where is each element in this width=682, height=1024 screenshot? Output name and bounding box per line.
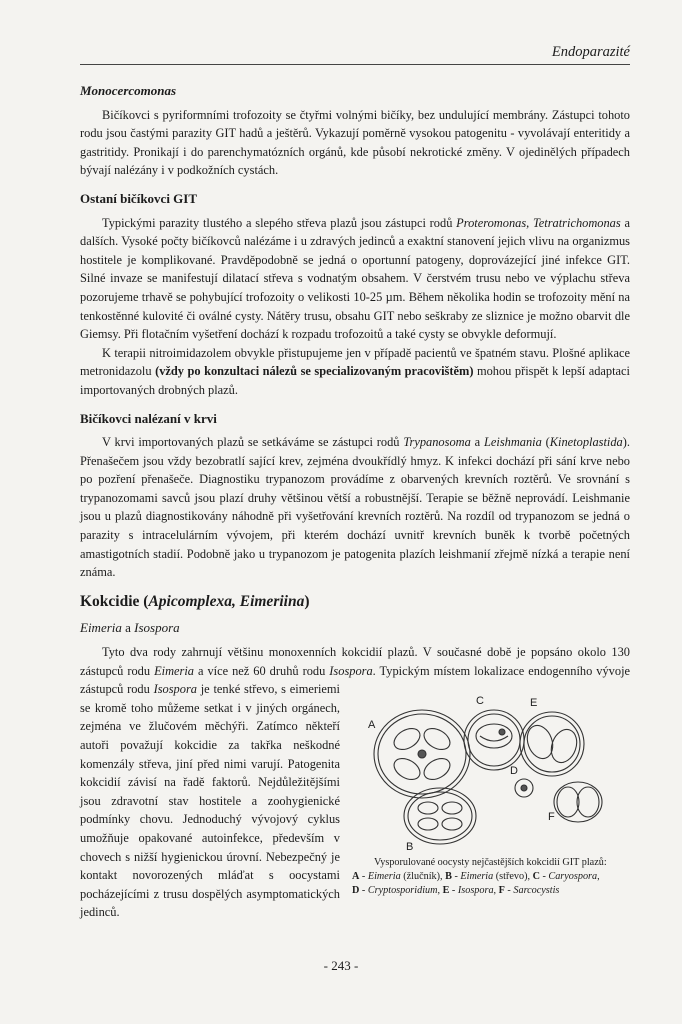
label-f: F xyxy=(548,811,555,824)
label-b: B xyxy=(406,841,414,854)
heading-other-flagellates: Ostaní bičíkovci GIT xyxy=(80,190,198,206)
oocyst-b xyxy=(404,788,476,844)
oocyst-illustration xyxy=(352,684,630,854)
page-number: - 243 - xyxy=(323,958,359,973)
eimeria-text-with-figure: Tyto dva rody zahrnují většinu monoxenních kokcidií plazů. V současné době je popsáno okolo 130 zástupců rodu Eimeria a více než 60 druhů rodu Isospora. Typickým místem lokalizace endogenního vývoje zástupců rodu Isospora A B C D E F Vysporulované oocysty nejčastějších kokcidií GIT plazů: A - Eimeria (žlučník), B - Eimeria (střevo), C - Caryospora, D - Cryptosporidium, E - Isospora, F - Sarcocystis je tenké střevo, s eimeriemi se kromě toho můžeme setkat i v jiných orgánech, zejména ve žlučovém měchýři. Zatímco někteří autoři považují kokcidie za takřka neškodné komenzály střeva, jiní před nimi varují. Patogenita kokcidií závisí na řadě faktorů. Nejdůležitějšími jsou zdravotní stav hostitele a zoohygienické podmínky chovu. Jednoduchý vývojový cyklus umožňuje opakované autoinfekce, především v chovech s nižší hygienickou úrovní. Nebezpečný je kontakt novorozených mláďat s oocystami pocházejícími z trusu dospělých asymptomatických jedinců. xyxy=(80,645,631,920)
oocyst-c xyxy=(464,710,524,770)
oocyst-f xyxy=(554,782,602,822)
paragraph: Bičíkovci s pyriformními trofozoity se čtyřmi volnými bičíky, bez undulující membrány. Zástupci tohoto rodu jsou častými parazity GIT hadů a ještěrů. Vykazují poměrně vysokou patogenitu - vyvolávají enteritidy a gastritidy. Pronikají i do parenchymatózních orgánů, kde působí nekrotické změny. V ojedinělých případech bývají nalézány i v podkožních cystách. xyxy=(80,107,630,178)
oocyst-a xyxy=(374,710,470,798)
label-a: A xyxy=(368,719,376,732)
oocyst-d xyxy=(515,779,533,797)
running-header xyxy=(80,44,630,65)
paragraph: K terapii nitroimidazolem obvykle přistupujeme jen v případě pacientů ve špatném stavu. Plošné aplikace metronidazolu (vždy po konzultaci nálezů se specializovaným pracovištěm) mohou přispět k lepší adaptaci importovaných drobných plazů. xyxy=(80,345,630,397)
oocyst-figure xyxy=(352,684,630,898)
figure-caption: Vysporulované oocysty nejčastějších kokcidií GIT plazů: A - Eimeria (žlučník), B - Eimeria (střevo), C - Caryospora, D - Cryptosporidium, E - Isospora, F - Sarcocystis xyxy=(352,857,607,897)
page-content xyxy=(80,82,630,922)
heading-blood-flagellates: Bičíkovci nalézaní v krvi xyxy=(80,410,217,426)
running-title: Endoparazité xyxy=(551,44,630,60)
paragraph: V krvi importovaných plazů se setkáváme se zástupci rodů Trypanosoma a Leishmania (Kinetoplastida). Přenašečem jsou vždy bezobratlí sající krev, zejména dvoukřídlý hmyz. K infekci dochází při sání krve nebo po pozření přenašeče. Diagnostiku trypanozom provádíme z obarvených krevních roztěrů. Ve srovnání s trypanozomami savců jsou plazí druhy většinou větší a robustnější. Terapie se běžně neprovádí. Leishmanie jsou u plazů diagnostikovány náhodně při vyšetřování krevních roztěrů. Na rozdíl od trypanozom se jedná o parazity s intracelulárním vývojem, při kterém dochází uvnitř krevních buněk k tvorbě početných amastigotních stadií. Podobně jako u trypanozom je patogenita plazích leishmanií zřejmě nízká a terapie není známa. xyxy=(80,435,630,580)
heading-coccidia: Kokcidie (Apicomplexa, Eimeriina) xyxy=(80,592,310,610)
label-e: E xyxy=(530,697,538,710)
label-d: D xyxy=(510,765,518,778)
oocyst-e xyxy=(520,712,584,776)
heading-eimeria-isospora: Eimeria a Isospora xyxy=(80,620,180,636)
heading-monocercomonas: Monocercomonas xyxy=(80,83,177,98)
paragraph: Typickými parazity tlustého a slepého střeva plazů jsou zástupci rodů Proteromonas, Tetratrichomonas a dalších. Vysoké počty bičíkovců nalézáme i u zdravých jedinců a exaktní stanovení jejich vlivu na organizmus hostitele je komplikované. Pravděpodobně se jedná o oportunní patogeny, doprovázející jiné infekce GIT. Silné invaze se manifestují dilatací střeva s vodnatým obsahem. V čerstvém trusu nebo ve výplachu střeva pozorujeme trhavě se pohybující trofozoity o velikosti 10-25 µm. Během několika hodin se trofozoity mění na tenkostěnné kulovité či oválné cysty. Nátěry trusu, obsahu GIT nebo seškraby ze sliznice je možno obarvit dle Giemsy. Při flotačním vyšetření dochází k rozpadu trofozoitů a také cysty se obvykle deformují. xyxy=(80,215,630,342)
label-c: C xyxy=(476,695,484,708)
